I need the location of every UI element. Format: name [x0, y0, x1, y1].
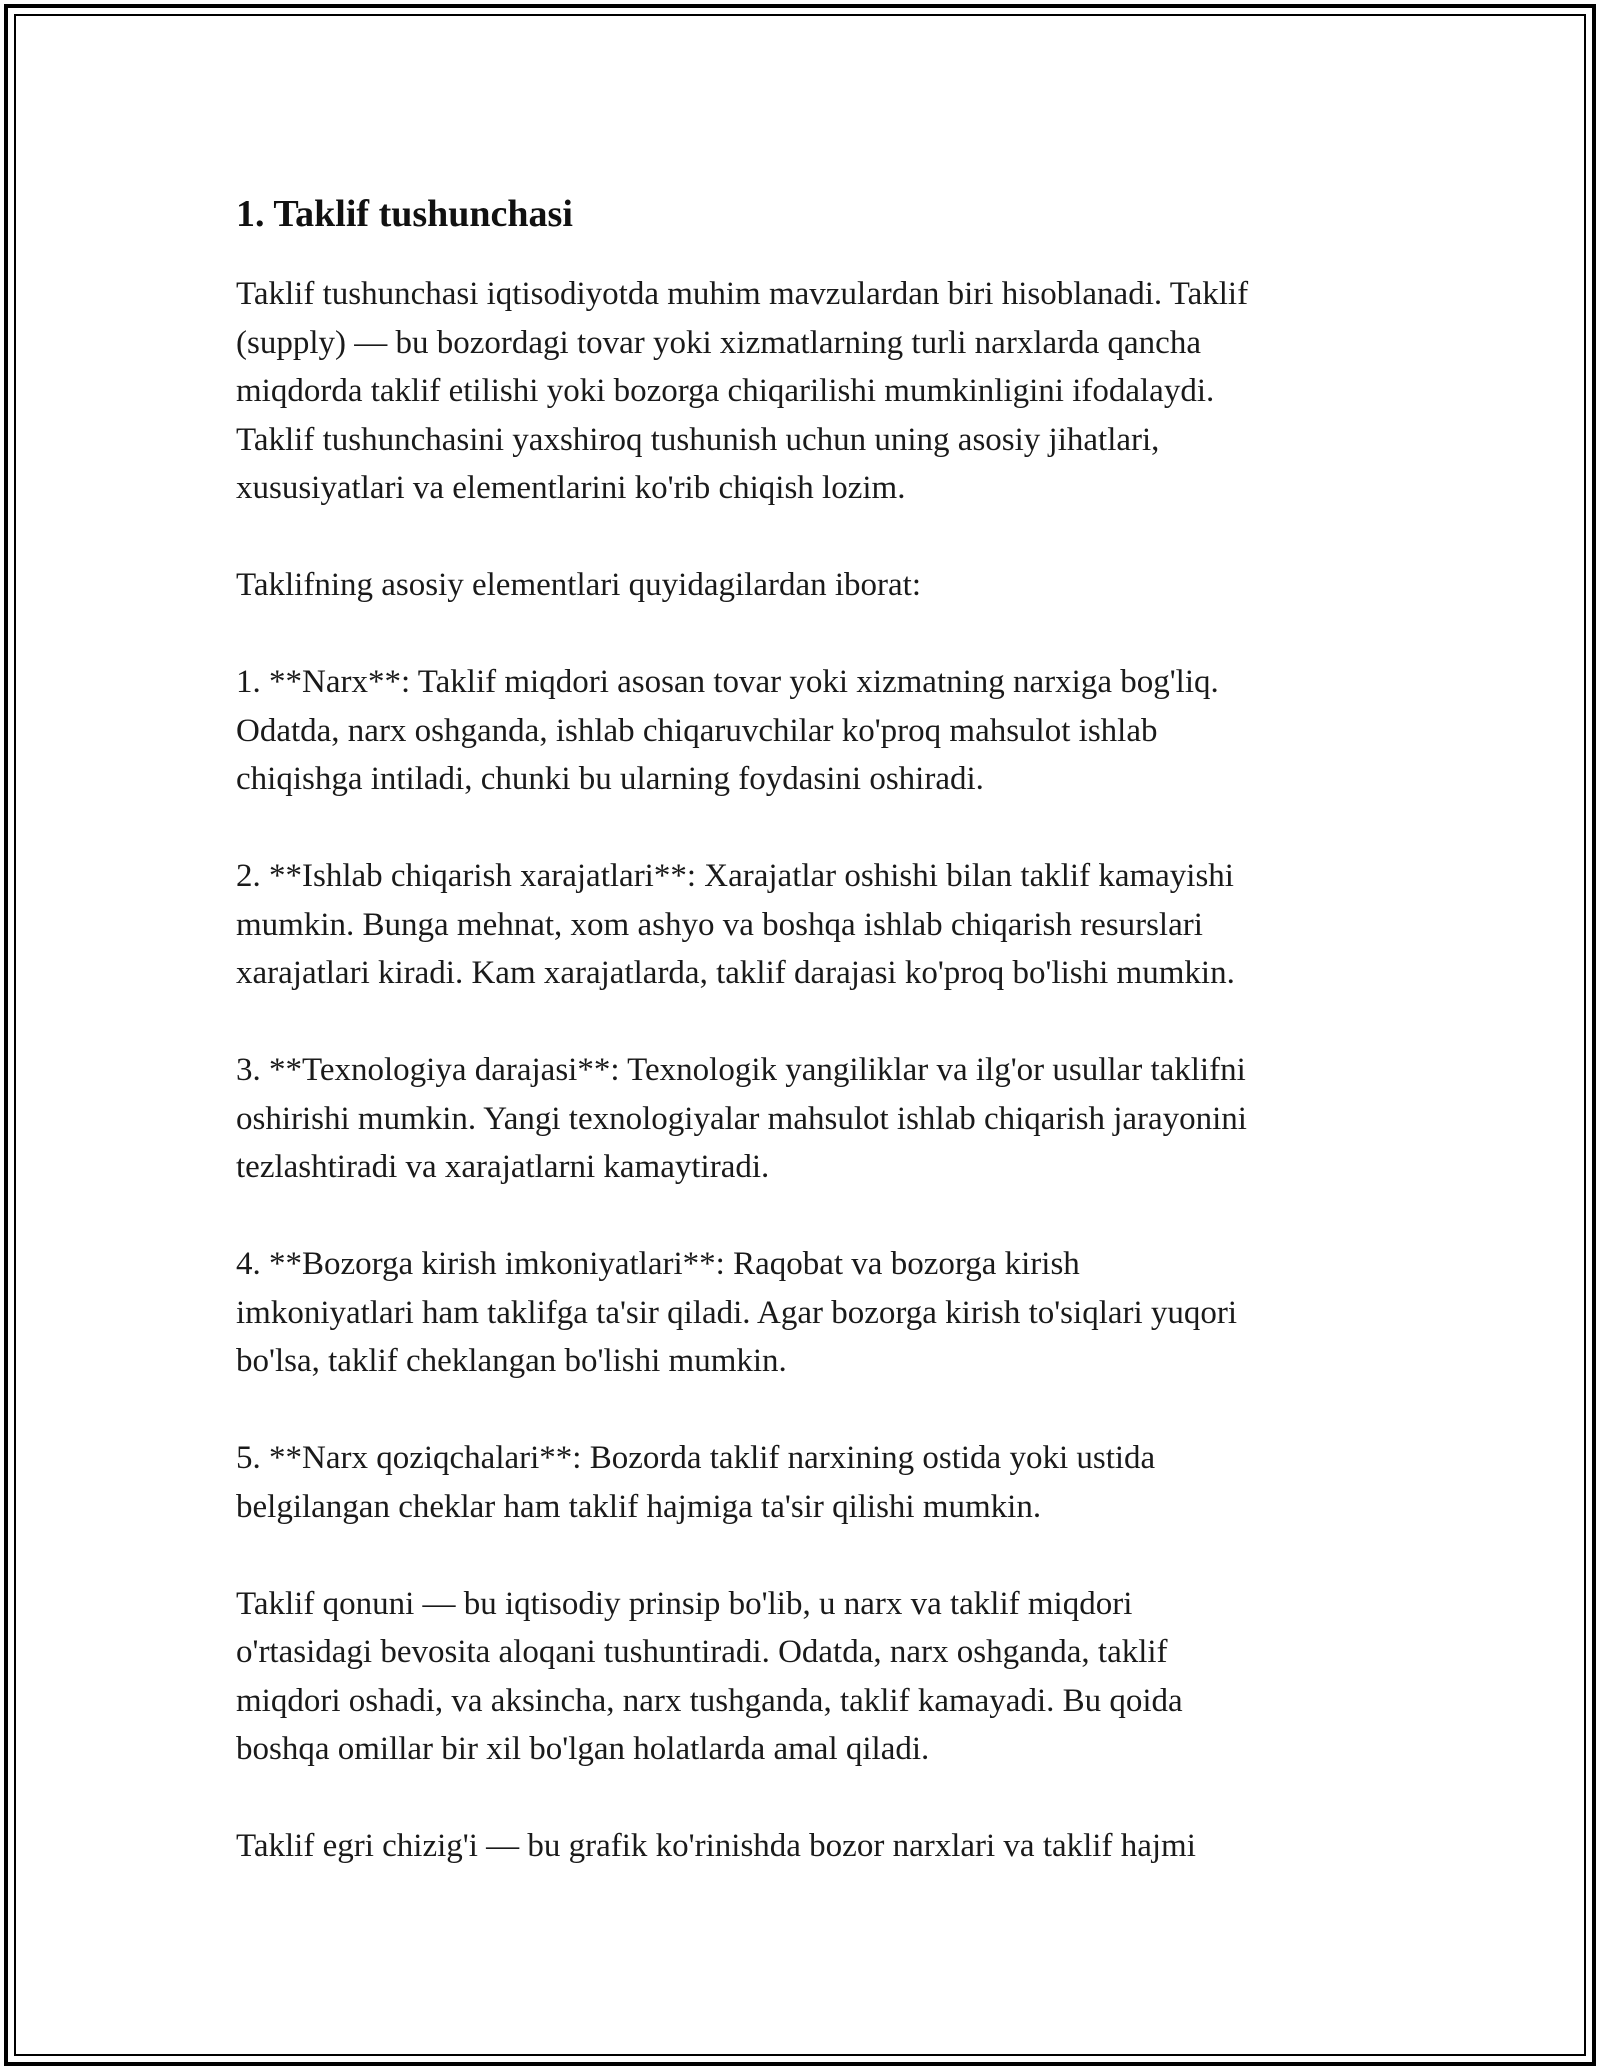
text-line: 3. **Texnologiya darajasi**: Texnologik yangiliklar va ilg'or usullar taklifni [236, 1052, 1246, 1088]
document-body [236, 186, 1386, 1871]
text-line: Taklif tushunchasini yaxshiroq tushunish uchun uning asosiy jihatlari, [236, 421, 1160, 458]
text-line: 1. **Narx**: Taklif miqdori asosan tovar yoki xizmatning narxiga bog'liq. [236, 664, 1219, 700]
text-line: xususiyatlari va elementlarini ko'rib chiqish lozim. [236, 470, 906, 506]
paragraph-supply-law [236, 1580, 1386, 1774]
list-item-production-costs [236, 852, 1386, 998]
section-heading: 1. Taklif tushunchasi [236, 193, 573, 235]
text-line: miqdorda taklif etilishi yoki bozorga chiqarilishi mumkinligini ifodalaydi. [236, 373, 1215, 409]
paragraph-elements-intro [236, 561, 1386, 610]
list-item-market-entry [236, 1240, 1386, 1386]
text-line: oshirishi mumkin. Yangi texnologiyalar mahsulot ishlab chiqarish jarayonini [236, 1100, 1247, 1137]
text-line: imkoniyatlari ham taklifga ta'sir qiladi. Agar bozorga kirish to'siqlari yuqori [236, 1294, 1238, 1331]
paragraph-supply-curve [236, 1822, 1386, 1871]
text-line: boshqa omillar bir xil bo'lgan holatlarda amal qiladi. [236, 1731, 930, 1767]
text-line: Taklifning asosiy elementlari quyidagilardan iborat: [236, 567, 921, 603]
text-line: Odatda, narx oshganda, ishlab chiqaruvchilar ko'proq mahsulot ishlab [236, 712, 1158, 749]
text-line: Taklif tushunchasi iqtisodiyotda muhim mavzulardan biri hisoblanadi. Taklif [236, 276, 1249, 312]
text-line: 2. **Ishlab chiqarish xarajatlari**: Xarajatlar oshishi bilan taklif kamayishi [236, 858, 1234, 894]
text-line: belgilangan cheklar ham taklif hajmiga ta'sir qilishi mumkin. [236, 1488, 1042, 1525]
text-line: Taklif qonuni — bu iqtisodiy prinsip bo'lib, u narx va taklif miqdori [236, 1585, 1133, 1622]
text-line: 5. **Narx qoziqchalari**: Bozorda taklif narxining ostida yoki ustida [236, 1440, 1156, 1476]
list-item-price-controls [236, 1434, 1386, 1531]
text-line: o'rtasidagi bevosita aloqani tushuntiradi. Odatda, narx oshganda, taklif [236, 1634, 1168, 1670]
paragraph-intro [236, 270, 1386, 513]
list-item-technology [236, 1046, 1386, 1192]
text-line: (supply) — bu bozordagi tovar yoki xizmatlarning turli narxlarda qancha [236, 324, 1201, 361]
text-line: 4. **Bozorga kirish imkoniyatlari**: Raqobat va bozorga kirish [236, 1246, 1080, 1282]
text-line: bo'lsa, taklif cheklangan bo'lishi mumkin. [236, 1343, 787, 1379]
text-line: miqdori oshadi, va aksincha, narx tushganda, taklif kamayadi. Bu qoida [236, 1682, 1183, 1719]
text-line: Taklif egri chizig'i — bu grafik ko'rinishda bozor narxlari va taklif hajmi [236, 1828, 1196, 1864]
text-line: chiqishga intiladi, chunki bu ularning foydasini oshiradi. [236, 761, 984, 797]
text-line: mumkin. Bunga mehnat, xom ashyo va boshqa ishlab chiqarish resurslari [236, 906, 1203, 943]
text-line: tezlashtiradi va xarajatlarni kamaytiradi. [236, 1149, 770, 1185]
list-item-price [236, 658, 1386, 804]
text-line: xarajatlari kiradi. Kam xarajatlarda, taklif darajasi ko'proq bo'lishi mumkin. [236, 955, 1235, 991]
